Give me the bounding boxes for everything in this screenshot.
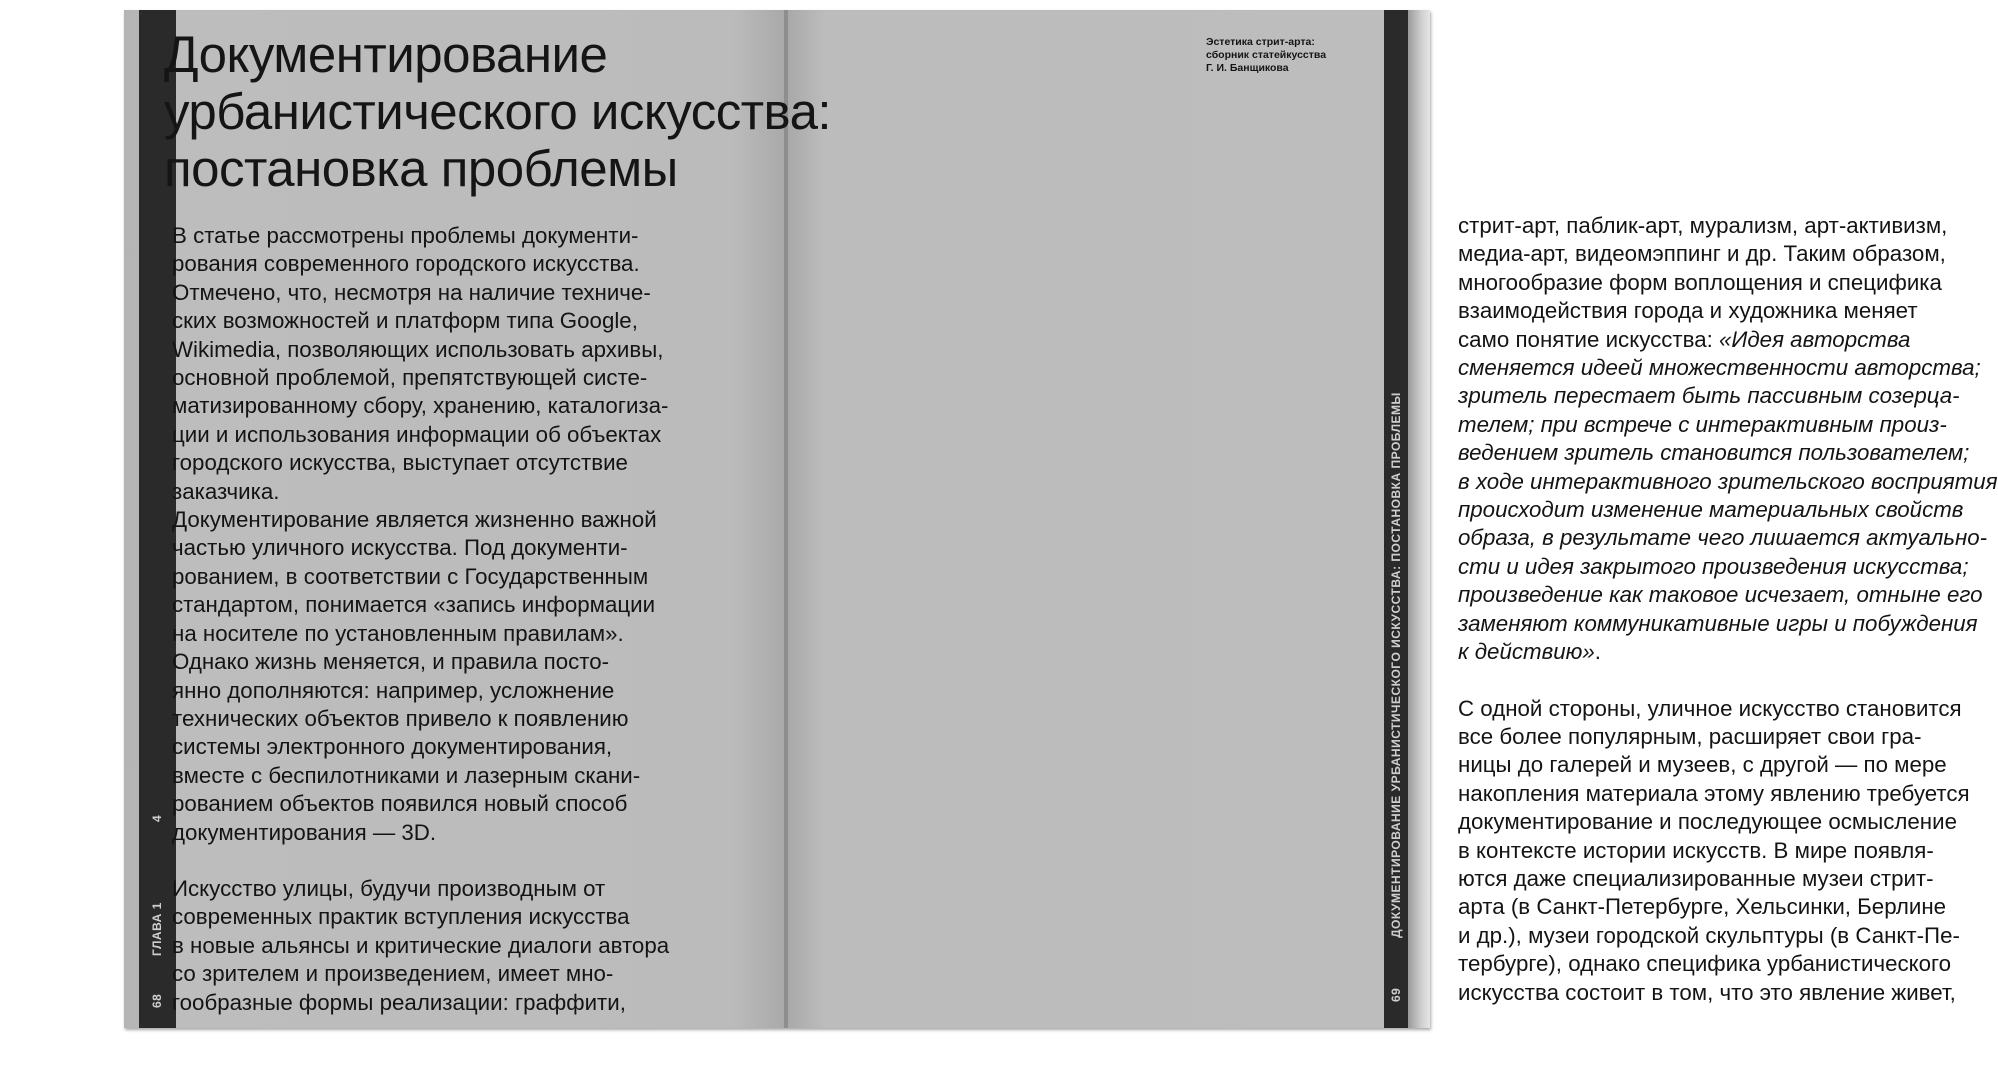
left-page-number: 68 bbox=[150, 993, 164, 1008]
meta-line: сборник статейкусства bbox=[1206, 49, 1327, 61]
text-line: рованием объектов появился новый способ bbox=[172, 791, 628, 817]
text-line: Однако жизнь меняется, и правила посто- bbox=[172, 649, 610, 675]
text-line: стандартом, понимается «запись информации bbox=[172, 592, 656, 618]
text-line: частью уличного искусства. Под документи- bbox=[172, 535, 628, 561]
text-line: тербурге), однако специфика урбанистического bbox=[1458, 951, 1952, 977]
text-line: Документирование является жизненно важной bbox=[172, 507, 657, 533]
chapter-label: ГЛАВА 1 bbox=[150, 902, 164, 956]
quote-fragment: к действию» bbox=[1458, 639, 1595, 665]
quote-line: телем; при встрече с интерактивным произ- bbox=[1458, 411, 1947, 437]
text-line: многообразие форм воплощения и специфика bbox=[1458, 269, 1942, 295]
section-marker: 4 bbox=[150, 814, 164, 822]
text-line: В статье рассмотрены проблемы документи- bbox=[172, 223, 639, 248]
quote-line: ведением зритель становится пользователем; bbox=[1458, 440, 1970, 466]
article-title bbox=[164, 26, 1364, 197]
text-line: гообразные формы реализации: граффити, bbox=[172, 989, 626, 1015]
quote-line: сменяется идеей множественности авторства; bbox=[1458, 355, 1981, 381]
text-line: документирования — 3D. bbox=[172, 819, 437, 845]
text-line-with-quote-start bbox=[1458, 326, 1998, 354]
text-line: арта (в Санкт-Петербурге, Хельсинки, Берлине bbox=[1458, 894, 1947, 920]
quote-end-line bbox=[1458, 638, 1998, 666]
right-paragraph-2 bbox=[1458, 695, 1998, 1007]
text-line: со зрителем и произведением, имеет мно- bbox=[172, 961, 614, 987]
book-meta bbox=[1206, 36, 1426, 75]
quote-line: зритель перестает быть пассивным созерца- bbox=[1458, 383, 1960, 409]
right-page-body bbox=[1458, 212, 1998, 1007]
text-line: в новые альянсы и критические диалоги автора bbox=[172, 932, 670, 958]
left-page-body bbox=[172, 222, 669, 1017]
text-line: ются даже специализированные музеи стрит- bbox=[1458, 865, 1934, 891]
quote-line: заменяют коммуникативные игры и побуждения bbox=[1458, 610, 1978, 636]
left-paragraph-1 bbox=[172, 222, 669, 847]
text-line: современных практик вступления искусства bbox=[172, 904, 630, 930]
text-line: рованием, в соответствии с Государственным bbox=[172, 563, 649, 589]
text-line: медиа-арт, видеомэппинг и др. Таким образом, bbox=[1458, 241, 1946, 267]
paragraph-gap bbox=[1458, 667, 1998, 695]
text-line: матизированному сбору, хранению, каталогиза- bbox=[172, 393, 669, 419]
text-line: С одной стороны, уличное искусство становится bbox=[1458, 695, 1962, 721]
text-line: и др.), музеи городской скульптуры (в Санкт-Пе- bbox=[1458, 922, 1960, 948]
text-line: документирование и последующее осмысление bbox=[1458, 809, 1957, 835]
text-line: Искусство улицы, будучи производным от bbox=[172, 875, 606, 901]
text-line: вместе с беспилотниками и лазерным скани- bbox=[172, 762, 641, 788]
quote-fragment: «Идея авторства bbox=[1719, 326, 1911, 352]
text-line: в контексте истории искусств. В мире появля- bbox=[1458, 837, 1934, 863]
text-line: искусства состоит в том, что это явление живет, bbox=[1458, 979, 1956, 1005]
title-line: урбанистического искусства: bbox=[164, 83, 832, 140]
running-head: ДОКУМЕНТИРОВАНИЕ УРБАНИСТИЧЕСКОГО ИСКУССТВА: ПОСТАНОВКА ПРОБЛЕМЫ bbox=[1389, 392, 1403, 938]
text-line: городского искусства, выступает отсутствие bbox=[172, 450, 628, 476]
text-line: ции и использования информации об объектах bbox=[172, 421, 662, 447]
left-paragraph-2 bbox=[172, 875, 669, 1017]
meta-line: Г. И. Банщикова bbox=[1206, 62, 1289, 74]
right-page-number: 69 bbox=[1389, 987, 1403, 1002]
open-book-spread bbox=[124, 10, 1998, 1028]
text-line: системы электронного документирования, bbox=[172, 734, 613, 760]
text-line: все более популярным, расширяет свои гра- bbox=[1458, 723, 1922, 749]
text-line: рования современного городского искусства. bbox=[172, 251, 640, 277]
title-line: Документирование bbox=[164, 26, 608, 83]
quote-line: произведение как таковое исчезает, отныне его bbox=[1458, 582, 1983, 608]
text-line: стрит-арт, паблик-арт, мурализм, арт-активизм, bbox=[1458, 213, 1948, 238]
text-line: заказчика. bbox=[172, 478, 280, 504]
text-fragment: само понятие искусства: bbox=[1458, 326, 1719, 352]
text-line: на носителе по установленным правилам». bbox=[172, 620, 624, 646]
meta-line: Эстетика стрит-арта: bbox=[1206, 36, 1315, 48]
book-edge bbox=[1408, 10, 1430, 1028]
text-line: Wikimedia, позволяющих использовать архивы, bbox=[172, 336, 664, 362]
title-line: постановка проблемы bbox=[164, 140, 678, 197]
text-fragment: . bbox=[1594, 639, 1601, 665]
text-line: ских возможностей и платформ типа Google, bbox=[172, 308, 638, 334]
right-paragraph-1 bbox=[1458, 212, 1998, 667]
quote-line: в ходе интерактивного зрительского восприятия bbox=[1458, 468, 1998, 494]
quote-line: сти и идея закрытого произведения искусства; bbox=[1458, 553, 1969, 579]
text-line: ницы до галерей и музеев, с другой — по мере bbox=[1458, 752, 1947, 778]
text-line: основной проблемой, препятствующей систе- bbox=[172, 365, 648, 391]
text-line: накопления материала этому явлению требуется bbox=[1458, 780, 1970, 806]
text-line: взаимодействия города и художника меняет bbox=[1458, 298, 1918, 324]
text-line: технических объектов привело к появлению bbox=[172, 705, 629, 731]
quote-line: образа, в результате чего лишается актуально- bbox=[1458, 525, 1988, 551]
paragraph-gap bbox=[172, 847, 669, 875]
text-line: Отмечено, что, несмотря на наличие техниче- bbox=[172, 279, 651, 305]
quote-line: происходит изменение материальных свойств bbox=[1458, 497, 1964, 523]
text-line: янно дополняются: например, усложнение bbox=[172, 677, 615, 703]
